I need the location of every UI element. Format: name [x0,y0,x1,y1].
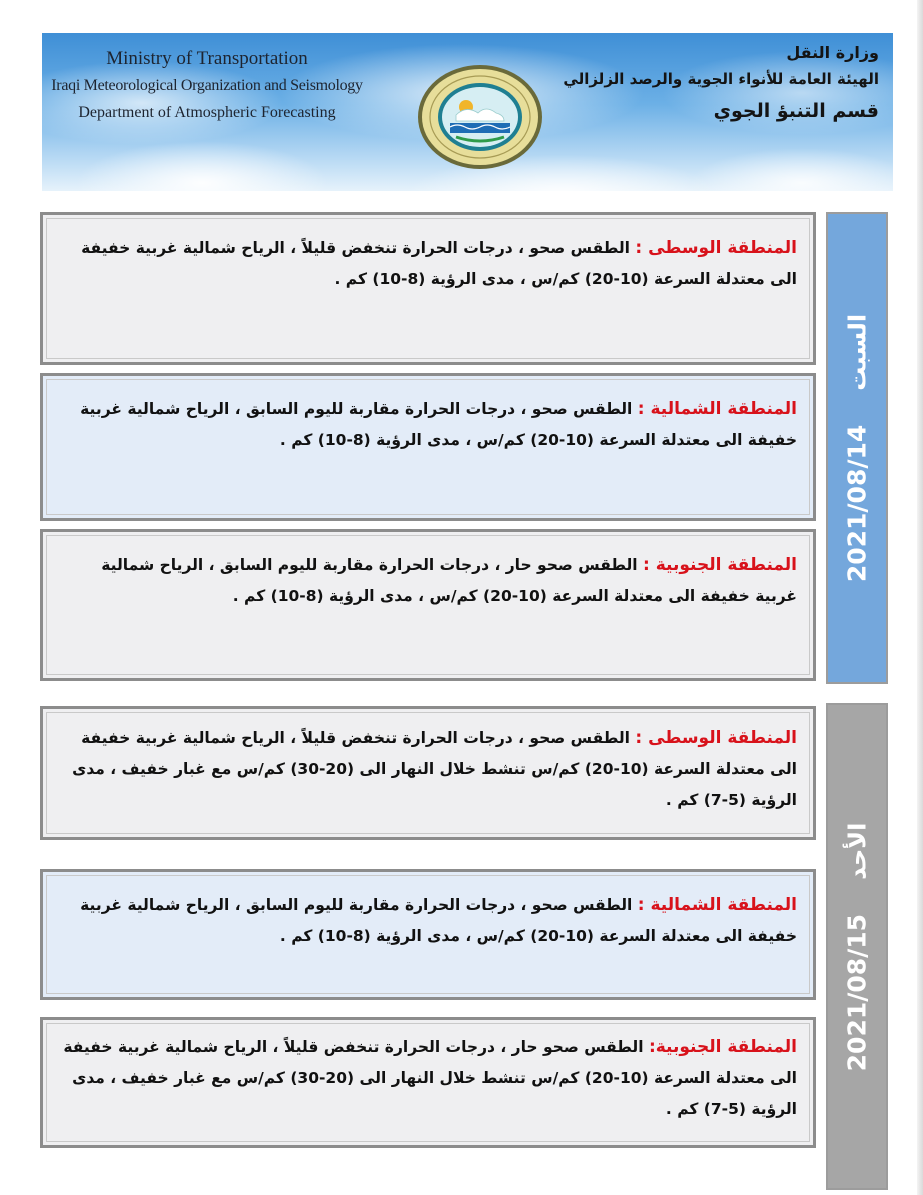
forecast-box-north-day2 [40,869,816,1000]
date-bar-day1 [826,212,888,684]
department-name-ar: قسم التنبؤ الجوي [713,100,879,122]
forecast-box-south-day1 [40,529,816,681]
region-label: المنطقة الوسطى : [635,728,797,748]
organization-logo-icon [416,63,544,171]
forecast-text: الطقس صحو حار ، درجات الحرارة مقاربة لليوم السابق ، الرياح شمالية غربية خفيفة الى معتدلة السرعة (10-20) كم/س ، مدى الرؤية (8-10) كم . [101,556,797,605]
region-label: المنطقة الجنوبية : [643,555,797,575]
region-label: المنطقة الوسطى : [635,238,797,258]
date-label: 2021/08/15 [842,913,872,1071]
forecast-box-south-day2 [40,1017,816,1148]
region-label: المنطقة الشمالية : [637,895,797,915]
page-edge [917,0,923,1195]
forecast-box-central-day1 [40,212,816,365]
organization-name-en: Iraqi Meteorological Organization and Seismology [51,77,363,94]
region-label: المنطقة الشمالية : [637,399,797,419]
forecast-text: الطقس صحو ، درجات الحرارة تنخفض قليلاً ، الرياح شمالية غربية خفيفة الى معتدلة السرعة (10-20) كم/س تنشط خلال النهار الى (20-30) كم/س مع غبار خفيف ، مدى الرؤية (5-7) كم . [72,729,797,809]
region-label: المنطقة الجنوبية: [648,1037,797,1057]
forecast-box-central-day2 [40,706,816,840]
forecast-box-north-day1 [40,373,816,521]
forecast-text: الطقس صحو ، درجات الحرارة تنخفض قليلاً ، الرياح شمالية غربية خفيفة الى معتدلة السرعة (10-20) كم/س ، مدى الرؤية (8-10) كم . [81,239,797,288]
forecast-text: الطقس صحو حار ، درجات الحرارة تنخفض قليلاً ، الرياح شمالية غربية خفيفة الى معتدلة السرعة (10-20) كم/س تنشط خلال النهار الى (20-30) كم/س مع غبار خفيف ، مدى الرؤية (5-7) كم . [63,1038,797,1118]
date-bar-day2 [826,703,888,1190]
ministry-name-ar: وزارة النقل [786,43,879,62]
date-label: 2021/08/14 [842,424,872,583]
day-name-label: الأحد [843,822,871,880]
department-name-en: Department of Atmospheric Forecasting [78,104,336,121]
forecast-text: الطقس صحو ، درجات الحرارة مقاربة لليوم السابق ، الرياح شمالية غربية خفيفة الى معتدلة السرعة (10-20) كم/س ، مدى الرؤية (8-10) كم . [80,896,797,945]
forecast-text: الطقس صحو ، درجات الحرارة مقاربة لليوم السابق ، الرياح شمالية غربية خفيفة الى معتدلة السرعة (10-20) كم/س ، مدى الرؤية (8-10) كم . [80,400,797,449]
header-banner [42,33,893,191]
day-name-label: السبت [843,313,871,391]
ministry-name-en: Ministry of Transportation [106,48,308,69]
organization-name-ar: الهيئة العامة للأنواء الجوية والرصد الزلزالي [563,70,879,88]
